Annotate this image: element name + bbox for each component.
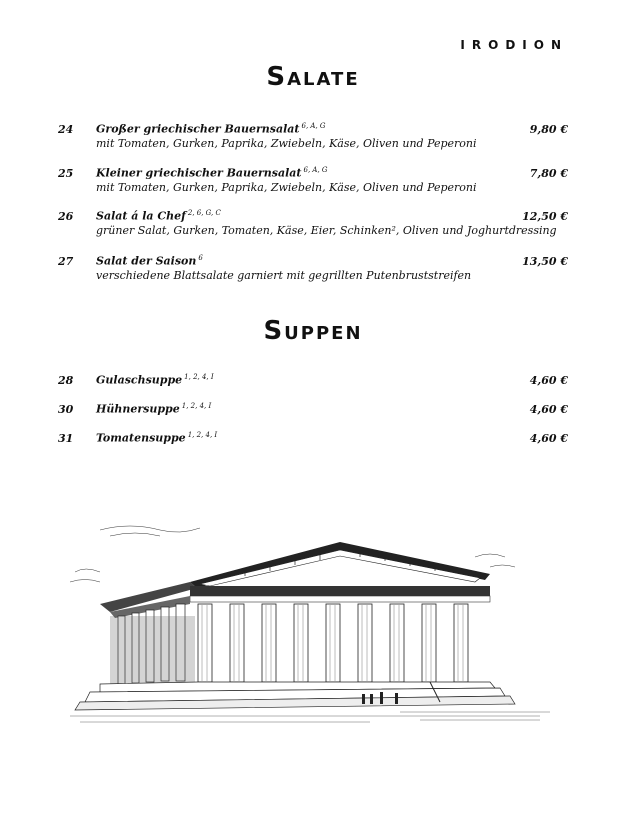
item-description: grüner Salat, Gurken, Tomaten, Käse, Eier, Schinken², Oliven und Joghurtdressing [96,223,557,237]
menu-item [58,209,568,237]
item-name: Gulaschsuppe [96,373,183,387]
item-price: 12,50 € [522,209,568,223]
item-description: mit Tomaten, Gurken, Paprika, Zwiebeln, Käse, Oliven und Peperoni [96,136,477,150]
menu-item [58,254,568,282]
item-name: Kleiner griechischer Bauernsalat [96,166,302,180]
brand-logo: IRODION [460,38,568,52]
item-number: 25 [58,166,74,180]
menu-item [58,431,568,445]
item-number: 26 [58,209,74,223]
allergen-codes: 6 [198,254,203,262]
item-price: 4,60 € [529,431,568,445]
section-title-soups: Suppen [263,316,363,346]
allergen-codes: 1, 2, 4, I [181,402,212,410]
menu-item [58,373,568,387]
item-name: Salat á la Chef [96,209,186,223]
section-title-salads: Salate [266,62,360,92]
allergen-codes: 1, 2, 4, I [187,431,218,439]
item-number: 28 [58,373,74,387]
allergen-codes: 2, 6, G, C [187,209,221,217]
menu-item [58,402,568,416]
item-name: Großer griechischer Bauernsalat [96,122,300,136]
menu-item [58,122,568,150]
item-number: 30 [58,402,74,416]
item-price: 4,60 € [529,373,568,387]
item-name: Hühnersuppe [96,402,180,416]
item-number: 31 [58,431,74,445]
parthenon-illustration [70,512,560,727]
item-name: Tomatensuppe [96,431,186,445]
item-number: 24 [58,122,74,136]
item-name: Salat der Saison [96,254,197,268]
allergen-codes: 6, A, G [303,166,328,174]
item-description: mit Tomaten, Gurken, Paprika, Zwiebeln, Käse, Oliven und Peperoni [96,180,477,194]
item-price: 13,50 € [522,254,568,268]
item-price: 7,80 € [529,166,568,180]
item-price: 4,60 € [529,402,568,416]
item-price: 9,80 € [529,122,568,136]
allergen-codes: 1, 2, 4, I [184,373,214,381]
allergen-codes: 6, A, G [301,122,326,130]
item-description: verschiedene Blattsalate garniert mit gegrillten Putenbruststreifen [96,268,472,282]
menu-item [58,166,568,194]
item-number: 27 [58,254,74,268]
